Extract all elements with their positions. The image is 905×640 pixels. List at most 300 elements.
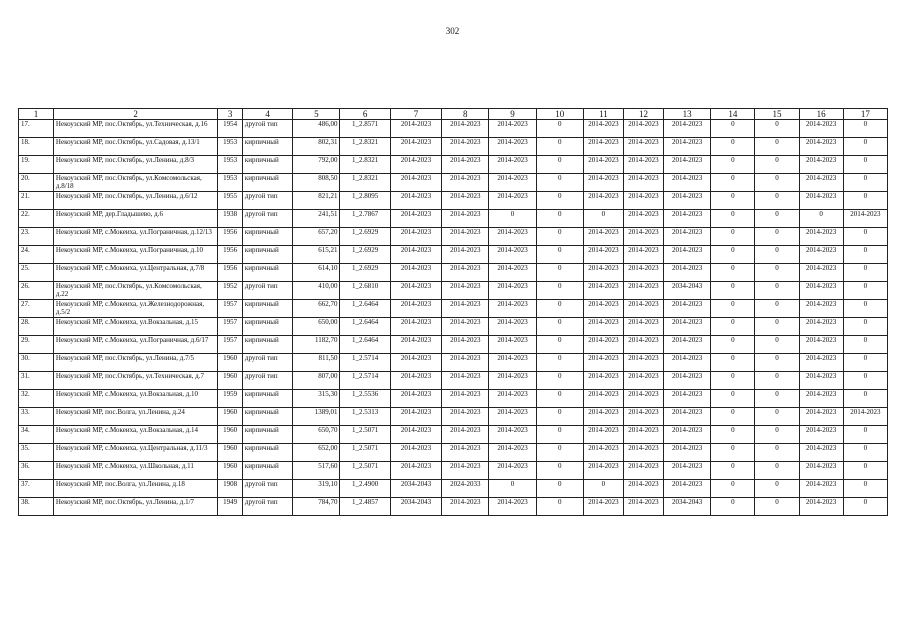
address-cell: Некоузский МР, с.Мокеиха, ул.Вокзальная, д.10 [53, 390, 217, 408]
period-col-10-cell: 0 [536, 336, 583, 354]
period-col-11-cell: 0 [583, 210, 623, 228]
period-col-11-cell: 2014-2023 [583, 408, 623, 426]
period-col-15-cell: 0 [755, 480, 799, 498]
priority-code-cell: 1_2.6464 [340, 300, 390, 318]
row-number-cell: 26. [19, 282, 54, 300]
period-col-15-cell: 0 [755, 282, 799, 300]
period-col-8-cell: 2024-2033 [442, 480, 489, 498]
period-col-12-cell: 2014-2023 [623, 138, 663, 156]
priority-code-cell: 1_2.6929 [340, 264, 390, 282]
period-col-7-cell: 2014-2023 [390, 426, 441, 444]
build-year-cell: 1949 [218, 498, 243, 516]
period-col-10-cell: 0 [536, 282, 583, 300]
period-col-16-cell: 2014-2023 [799, 246, 843, 264]
period-col-12-cell: 2014-2023 [623, 300, 663, 318]
period-col-12-cell: 2014-2023 [623, 282, 663, 300]
table-row [19, 462, 888, 480]
build-year-cell: 1959 [218, 390, 243, 408]
period-col-17-cell: 0 [843, 318, 887, 336]
period-col-9-cell: 2014-2023 [489, 264, 536, 282]
period-col-8-cell: 2014-2023 [442, 192, 489, 210]
period-col-9-cell: 2014-2023 [489, 336, 536, 354]
priority-code-cell: 1_2.6929 [340, 246, 390, 264]
area-cell: 486,00 [293, 120, 340, 138]
row-number-cell: 32. [19, 390, 54, 408]
period-col-10-cell: 0 [536, 390, 583, 408]
area-cell: 315,30 [293, 390, 340, 408]
area-cell: 615,21 [293, 246, 340, 264]
period-col-10-cell: 0 [536, 444, 583, 462]
table-row [19, 156, 888, 174]
wall-type-cell: кирпичный [242, 156, 292, 174]
address-cell: Некоузский МР, с.Мокеиха, ул.Пограничная, д.10 [53, 246, 217, 264]
row-number-cell: 34. [19, 426, 54, 444]
address-cell: Некоузский МР, с.Мокеиха, ул.Вокзальная, д.14 [53, 426, 217, 444]
column-header: 15 [755, 109, 799, 120]
area-cell: 650,70 [293, 426, 340, 444]
period-col-7-cell: 2014-2023 [390, 246, 441, 264]
column-header: 8 [442, 109, 489, 120]
period-col-7-cell: 2014-2023 [390, 336, 441, 354]
build-year-cell: 1957 [218, 318, 243, 336]
period-col-15-cell: 0 [755, 300, 799, 318]
period-col-17-cell: 0 [843, 462, 887, 480]
period-col-14-cell: 0 [711, 318, 755, 336]
period-col-7-cell: 2014-2023 [390, 462, 441, 480]
row-number-cell: 28. [19, 318, 54, 336]
area-cell: 517,60 [293, 462, 340, 480]
table-row [19, 300, 888, 318]
address-cell: Некоузский МР, с.Мокеиха, ул.Центральная, д.11/3 [53, 444, 217, 462]
period-col-13-cell: 2014-2023 [664, 192, 711, 210]
period-col-12-cell: 2014-2023 [623, 228, 663, 246]
period-col-12-cell: 2014-2023 [623, 444, 663, 462]
period-col-17-cell: 0 [843, 246, 887, 264]
period-col-15-cell: 0 [755, 156, 799, 174]
period-col-7-cell: 2014-2023 [390, 192, 441, 210]
wall-type-cell: кирпичный [242, 300, 292, 318]
wall-type-cell: кирпичный [242, 426, 292, 444]
column-header: 2 [53, 109, 217, 120]
data-table [18, 108, 888, 516]
address-cell: Некоузский МР, пос.Октябрь, ул.Ленина, д.8/3 [53, 156, 217, 174]
period-col-7-cell: 2014-2023 [390, 300, 441, 318]
period-col-17-cell: 0 [843, 336, 887, 354]
period-col-14-cell: 0 [711, 210, 755, 228]
period-col-9-cell: 2014-2023 [489, 444, 536, 462]
row-number-cell: 38. [19, 498, 54, 516]
build-year-cell: 1957 [218, 300, 243, 318]
period-col-14-cell: 0 [711, 246, 755, 264]
build-year-cell: 1956 [218, 228, 243, 246]
priority-code-cell: 1_2.8321 [340, 138, 390, 156]
period-col-7-cell: 2014-2023 [390, 354, 441, 372]
priority-code-cell: 1_2.5071 [340, 444, 390, 462]
period-col-8-cell: 2014-2023 [442, 138, 489, 156]
period-col-11-cell: 2014-2023 [583, 318, 623, 336]
period-col-17-cell: 0 [843, 480, 887, 498]
wall-type-cell: кирпичный [242, 462, 292, 480]
period-col-15-cell: 0 [755, 228, 799, 246]
period-col-14-cell: 0 [711, 462, 755, 480]
column-header: 5 [293, 109, 340, 120]
priority-code-cell: 1_2.6929 [340, 228, 390, 246]
table-row [19, 120, 888, 138]
period-col-9-cell: 2014-2023 [489, 498, 536, 516]
period-col-12-cell: 2014-2023 [623, 264, 663, 282]
period-col-10-cell: 0 [536, 480, 583, 498]
period-col-9-cell: 2014-2023 [489, 408, 536, 426]
column-header: 10 [536, 109, 583, 120]
period-col-16-cell: 2014-2023 [799, 444, 843, 462]
wall-type-cell: другой тип [242, 120, 292, 138]
table-row [19, 336, 888, 354]
page-number: 302 [445, 26, 460, 36]
period-col-11-cell: 2014-2023 [583, 336, 623, 354]
table-row [19, 480, 888, 498]
period-col-10-cell: 0 [536, 174, 583, 192]
period-col-10-cell: 0 [536, 426, 583, 444]
period-col-16-cell: 2014-2023 [799, 372, 843, 390]
period-col-8-cell: 2014-2023 [442, 120, 489, 138]
period-col-11-cell: 2014-2023 [583, 300, 623, 318]
column-header: 9 [489, 109, 536, 120]
address-cell: Некоузский МР, дер.Гладышево, д.6 [53, 210, 217, 228]
table-row [19, 354, 888, 372]
priority-code-cell: 1_2.6464 [340, 318, 390, 336]
area-cell: 808,50 [293, 174, 340, 192]
period-col-16-cell: 2014-2023 [799, 138, 843, 156]
period-col-11-cell: 2014-2023 [583, 354, 623, 372]
wall-type-cell: другой тип [242, 480, 292, 498]
area-cell: 784,70 [293, 498, 340, 516]
period-col-15-cell: 0 [755, 138, 799, 156]
period-col-11-cell: 2014-2023 [583, 390, 623, 408]
table-row [19, 408, 888, 426]
area-cell: 792,00 [293, 156, 340, 174]
area-cell: 807,00 [293, 372, 340, 390]
priority-code-cell: 1_2.8321 [340, 174, 390, 192]
row-number-cell: 27. [19, 300, 54, 318]
area-cell: 614,10 [293, 264, 340, 282]
wall-type-cell: другой тип [242, 372, 292, 390]
period-col-10-cell: 0 [536, 300, 583, 318]
area-cell: 1182,70 [293, 336, 340, 354]
period-col-15-cell: 0 [755, 174, 799, 192]
period-col-13-cell: 2014-2023 [664, 336, 711, 354]
period-col-12-cell: 2014-2023 [623, 174, 663, 192]
address-cell: Некоузский МР, с.Мокеиха, ул.Школьная, д.11 [53, 462, 217, 480]
period-col-10-cell: 0 [536, 138, 583, 156]
period-col-17-cell: 0 [843, 372, 887, 390]
period-col-9-cell: 2014-2023 [489, 120, 536, 138]
period-col-13-cell: 2014-2023 [664, 120, 711, 138]
period-col-11-cell: 2014-2023 [583, 264, 623, 282]
period-col-17-cell: 2014-2023 [843, 408, 887, 426]
period-col-11-cell: 2014-2023 [583, 138, 623, 156]
area-cell: 1389,01 [293, 408, 340, 426]
period-col-12-cell: 2014-2023 [623, 354, 663, 372]
period-col-16-cell: 2014-2023 [799, 264, 843, 282]
address-cell: Некоузский МР, пос.Волга, ул.Ленина, д.18 [53, 480, 217, 498]
period-col-16-cell: 2014-2023 [799, 462, 843, 480]
period-col-17-cell: 2014-2023 [843, 210, 887, 228]
period-col-7-cell: 2034-2043 [390, 498, 441, 516]
period-col-8-cell: 2014-2023 [442, 390, 489, 408]
period-col-11-cell: 2014-2023 [583, 282, 623, 300]
period-col-12-cell: 2014-2023 [623, 192, 663, 210]
period-col-13-cell: 2014-2023 [664, 174, 711, 192]
period-col-13-cell: 2014-2023 [664, 372, 711, 390]
table-row [19, 282, 888, 300]
period-col-14-cell: 0 [711, 498, 755, 516]
period-col-13-cell: 2014-2023 [664, 228, 711, 246]
priority-code-cell: 1_2.8095 [340, 192, 390, 210]
period-col-11-cell: 0 [583, 480, 623, 498]
priority-code-cell: 1_2.5071 [340, 462, 390, 480]
period-col-17-cell: 0 [843, 228, 887, 246]
period-col-13-cell: 2014-2023 [664, 390, 711, 408]
period-col-11-cell: 2014-2023 [583, 246, 623, 264]
table-row [19, 228, 888, 246]
period-col-14-cell: 0 [711, 444, 755, 462]
table-row [19, 138, 888, 156]
address-cell: Некоузский МР, пос.Октябрь, ул.Ленина, д.6/12 [53, 192, 217, 210]
period-col-13-cell: 2014-2023 [664, 264, 711, 282]
row-number-cell: 31. [19, 372, 54, 390]
row-number-cell: 36. [19, 462, 54, 480]
period-col-11-cell: 2014-2023 [583, 372, 623, 390]
period-col-15-cell: 0 [755, 246, 799, 264]
period-col-9-cell: 2014-2023 [489, 282, 536, 300]
period-col-9-cell: 2014-2023 [489, 318, 536, 336]
table-row [19, 210, 888, 228]
period-col-9-cell: 2014-2023 [489, 390, 536, 408]
period-col-16-cell: 2014-2023 [799, 354, 843, 372]
period-col-12-cell: 2014-2023 [623, 462, 663, 480]
period-col-17-cell: 0 [843, 444, 887, 462]
period-col-17-cell: 0 [843, 282, 887, 300]
period-col-7-cell: 2014-2023 [390, 120, 441, 138]
period-col-16-cell: 2014-2023 [799, 228, 843, 246]
column-header: 3 [218, 109, 243, 120]
period-col-7-cell: 2014-2023 [390, 210, 441, 228]
period-col-16-cell: 2014-2023 [799, 192, 843, 210]
period-col-8-cell: 2014-2023 [442, 318, 489, 336]
build-year-cell: 1952 [218, 282, 243, 300]
period-col-15-cell: 0 [755, 336, 799, 354]
table-row [19, 390, 888, 408]
period-col-13-cell: 2014-2023 [664, 354, 711, 372]
period-col-10-cell: 0 [536, 156, 583, 174]
period-col-10-cell: 0 [536, 210, 583, 228]
priority-code-cell: 1_2.5714 [340, 354, 390, 372]
priority-code-cell: 1_2.4900 [340, 480, 390, 498]
period-col-8-cell: 2014-2023 [442, 408, 489, 426]
period-col-7-cell: 2014-2023 [390, 138, 441, 156]
priority-code-cell: 1_2.6810 [340, 282, 390, 300]
address-cell: Некоузский МР, с.Мокеиха, ул.Железнодорожная, д.5/2 [53, 300, 217, 318]
period-col-10-cell: 0 [536, 372, 583, 390]
period-col-7-cell: 2014-2023 [390, 264, 441, 282]
period-col-7-cell: 2014-2023 [390, 174, 441, 192]
address-cell: Некоузский МР, пос.Октябрь, ул.Ленина, д.1/7 [53, 498, 217, 516]
table-row [19, 246, 888, 264]
period-col-13-cell: 2014-2023 [664, 462, 711, 480]
period-col-15-cell: 0 [755, 444, 799, 462]
period-col-7-cell: 2014-2023 [390, 282, 441, 300]
period-col-14-cell: 0 [711, 300, 755, 318]
period-col-9-cell: 0 [489, 480, 536, 498]
build-year-cell: 1960 [218, 462, 243, 480]
period-col-13-cell: 2014-2023 [664, 480, 711, 498]
period-col-15-cell: 0 [755, 120, 799, 138]
period-col-10-cell: 0 [536, 120, 583, 138]
period-col-11-cell: 2014-2023 [583, 174, 623, 192]
period-col-15-cell: 0 [755, 264, 799, 282]
period-col-10-cell: 0 [536, 498, 583, 516]
address-cell: Некоузский МР, пос.Октябрь, ул.Ленина, д.7/5 [53, 354, 217, 372]
period-col-11-cell: 2014-2023 [583, 156, 623, 174]
period-col-13-cell: 2034-2043 [664, 282, 711, 300]
build-year-cell: 1953 [218, 156, 243, 174]
period-col-14-cell: 0 [711, 282, 755, 300]
priority-code-cell: 1_2.5071 [340, 426, 390, 444]
table-row [19, 498, 888, 516]
period-col-13-cell: 2014-2023 [664, 426, 711, 444]
priority-code-cell: 1_2.6464 [340, 336, 390, 354]
column-header: 7 [390, 109, 441, 120]
period-col-14-cell: 0 [711, 120, 755, 138]
area-cell: 652,00 [293, 444, 340, 462]
period-col-8-cell: 2014-2023 [442, 426, 489, 444]
build-year-cell: 1956 [218, 264, 243, 282]
period-col-16-cell: 2014-2023 [799, 300, 843, 318]
period-col-13-cell: 2034-2043 [664, 498, 711, 516]
period-col-17-cell: 0 [843, 498, 887, 516]
build-year-cell: 1960 [218, 444, 243, 462]
row-number-cell: 29. [19, 336, 54, 354]
period-col-16-cell: 2014-2023 [799, 282, 843, 300]
row-number-cell: 35. [19, 444, 54, 462]
area-cell: 650,00 [293, 318, 340, 336]
wall-type-cell: другой тип [242, 498, 292, 516]
period-col-16-cell: 2014-2023 [799, 426, 843, 444]
build-year-cell: 1960 [218, 426, 243, 444]
build-year-cell: 1954 [218, 120, 243, 138]
area-cell: 662,70 [293, 300, 340, 318]
area-cell: 319,10 [293, 480, 340, 498]
wall-type-cell: кирпичный [242, 174, 292, 192]
build-year-cell: 1908 [218, 480, 243, 498]
period-col-14-cell: 0 [711, 372, 755, 390]
build-year-cell: 1957 [218, 336, 243, 354]
build-year-cell: 1960 [218, 372, 243, 390]
period-col-10-cell: 0 [536, 462, 583, 480]
period-col-16-cell: 2014-2023 [799, 408, 843, 426]
period-col-8-cell: 2014-2023 [442, 264, 489, 282]
build-year-cell: 1960 [218, 408, 243, 426]
table-row [19, 318, 888, 336]
period-col-16-cell: 2014-2023 [799, 336, 843, 354]
period-col-17-cell: 0 [843, 138, 887, 156]
build-year-cell: 1938 [218, 210, 243, 228]
wall-type-cell: кирпичный [242, 228, 292, 246]
table-row [19, 372, 888, 390]
period-col-14-cell: 0 [711, 138, 755, 156]
period-col-12-cell: 2014-2023 [623, 408, 663, 426]
build-year-cell: 1953 [218, 174, 243, 192]
row-number-cell: 33. [19, 408, 54, 426]
build-year-cell: 1953 [218, 138, 243, 156]
period-col-9-cell: 2014-2023 [489, 156, 536, 174]
table-row [19, 192, 888, 210]
period-col-16-cell: 2014-2023 [799, 390, 843, 408]
period-col-14-cell: 0 [711, 426, 755, 444]
wall-type-cell: кирпичный [242, 264, 292, 282]
row-number-cell: 37. [19, 480, 54, 498]
address-cell: Некоузский МР, пос.Октябрь, ул.Техническая, д.16 [53, 120, 217, 138]
period-col-16-cell: 0 [799, 210, 843, 228]
period-col-8-cell: 2014-2023 [442, 210, 489, 228]
column-header: 13 [664, 109, 711, 120]
address-cell: Некоузский МР, с.Мокеиха, ул.Пограничная, д.12/13 [53, 228, 217, 246]
period-col-16-cell: 2014-2023 [799, 156, 843, 174]
wall-type-cell: кирпичный [242, 390, 292, 408]
period-col-10-cell: 0 [536, 192, 583, 210]
build-year-cell: 1955 [218, 192, 243, 210]
period-col-16-cell: 2014-2023 [799, 174, 843, 192]
wall-type-cell: кирпичный [242, 318, 292, 336]
area-cell: 821,21 [293, 192, 340, 210]
period-col-8-cell: 2014-2023 [442, 246, 489, 264]
period-col-7-cell: 2014-2023 [390, 318, 441, 336]
period-col-15-cell: 0 [755, 210, 799, 228]
address-cell: Некоузский МР, пос.Волга, ул.Ленина, д.24 [53, 408, 217, 426]
period-col-9-cell: 2014-2023 [489, 426, 536, 444]
row-number-cell: 25. [19, 264, 54, 282]
period-col-17-cell: 0 [843, 300, 887, 318]
column-header: 17 [843, 109, 887, 120]
period-col-14-cell: 0 [711, 174, 755, 192]
column-header: 16 [799, 109, 843, 120]
table-row [19, 426, 888, 444]
period-col-8-cell: 2014-2023 [442, 156, 489, 174]
priority-code-cell: 1_2.5714 [340, 372, 390, 390]
period-col-10-cell: 0 [536, 264, 583, 282]
period-col-12-cell: 2014-2023 [623, 120, 663, 138]
period-col-17-cell: 0 [843, 192, 887, 210]
period-col-9-cell: 2014-2023 [489, 354, 536, 372]
period-col-12-cell: 2014-2023 [623, 480, 663, 498]
period-col-9-cell: 2014-2023 [489, 138, 536, 156]
period-col-15-cell: 0 [755, 408, 799, 426]
period-col-8-cell: 2014-2023 [442, 498, 489, 516]
period-col-16-cell: 2014-2023 [799, 318, 843, 336]
period-col-10-cell: 0 [536, 408, 583, 426]
period-col-9-cell: 2014-2023 [489, 228, 536, 246]
period-col-13-cell: 2014-2023 [664, 444, 711, 462]
period-col-8-cell: 2014-2023 [442, 444, 489, 462]
period-col-11-cell: 2014-2023 [583, 444, 623, 462]
period-col-7-cell: 2014-2023 [390, 156, 441, 174]
period-col-17-cell: 0 [843, 264, 887, 282]
period-col-11-cell: 2014-2023 [583, 426, 623, 444]
period-col-10-cell: 0 [536, 318, 583, 336]
address-cell: Некоузский МР, пос.Октябрь, ул.Садовая, д.13/1 [53, 138, 217, 156]
period-col-13-cell: 2014-2023 [664, 408, 711, 426]
address-cell: Некоузский МР, пос.Октябрь, ул.Комсомольская, д.22 [53, 282, 217, 300]
